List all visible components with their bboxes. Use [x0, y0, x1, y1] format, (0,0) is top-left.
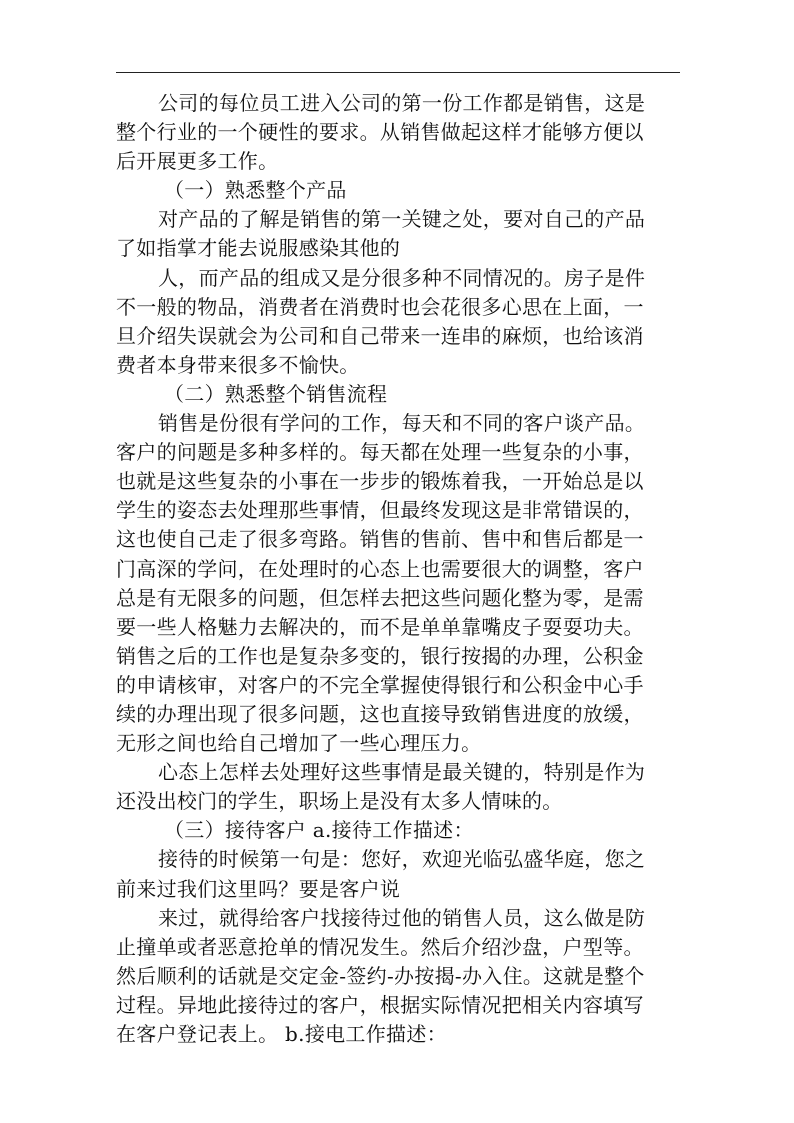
paragraph-line: 费者本身带来很多不愉快。	[116, 352, 360, 377]
header-rule	[116, 72, 680, 73]
section-heading: （一）熟悉整个产品	[164, 178, 347, 203]
paragraph-line: 不一般的物品，消费者在消费时也会花很多心思在上面，一	[116, 294, 644, 319]
paragraph-line: 无形之间也给自己增加了一些心理压力。	[116, 731, 482, 756]
section-heading: （二）熟悉整个销售流程	[164, 381, 388, 406]
paragraph-line: 了如指掌才能去说服感染其他的	[116, 236, 401, 261]
paragraph-line: 门高深的学问，在处理时的心态上也需要很大的调整，客户	[116, 556, 644, 581]
paragraph-line: 学生的姿态去处理那些事情，但最终发现这是非常错误的，	[116, 498, 644, 523]
paragraph-line: 对产品的了解是销售的第一关键之处，要对自己的产品	[158, 207, 646, 232]
paragraph-line: 后开展更多工作。	[116, 149, 279, 174]
paragraph-line: 前来过我们这里吗？要是客户说	[116, 876, 401, 901]
paragraph-line: 这也使自己走了很多弯路。销售的售前、售中和售后都是一	[116, 527, 644, 552]
paragraph-line: 整个行业的一个硬性的要求。从销售做起这样才能够方便以	[116, 120, 644, 145]
paragraph-line: 在客户登记表上。 b.接电工作描述：	[116, 1022, 447, 1046]
paragraph-line: 旦介绍失误就会为公司和自己带来一连串的麻烦，也给该消	[116, 323, 644, 348]
paragraph-line: 止撞单或者恶意抢单的情况发生。然后介绍沙盘，户型等。	[116, 934, 644, 959]
paragraph-line: 客户的问题是多种多样的。每天都在处理一些复杂的小事，	[116, 440, 644, 465]
paragraph-line: 销售之后的工作也是复杂多变的，银行按揭的办理，公积金	[116, 643, 644, 668]
paragraph-line: 销售是份很有学问的工作，每天和不同的客户谈产品。	[158, 411, 646, 436]
paragraph-line: 接待的时候第一句是：您好，欢迎光临弘盛华庭，您之	[158, 847, 646, 872]
paragraph-line: 公司的每位员工进入公司的第一份工作都是销售，这是	[158, 91, 646, 115]
paragraph-line: 总是有无限多的问题，但怎样去把这些问题化整为零，是需	[116, 585, 644, 610]
paragraph-line: 还没出校门的学生，职场上是没有太多人情味的。	[116, 789, 563, 814]
paragraph-line: 来过，就得给客户找接待过他的销售人员，这么做是防	[158, 905, 646, 930]
paragraph-line: 然后顺利的话就是交定金-签约-办按揭-办入住。这就是整个	[116, 963, 645, 988]
document-body	[116, 89, 680, 1049]
paragraph-line: 要一些人格魅力去解决的，而不是单单靠嘴皮子耍耍功夫。	[116, 614, 644, 639]
paragraph-line: 也就是这些复杂的小事在一步步的锻炼着我，一开始总是以	[116, 469, 644, 494]
paragraph-line: 人，而产品的组成又是分很多种不同情况的。房子是件	[158, 265, 646, 290]
paragraph-line: 的申请核审，对客户的不完全掌握使得银行和公积金中心手	[116, 672, 644, 697]
section-heading: （三）接待客户 a.接待工作描述：	[164, 818, 474, 843]
paragraph-line: 过程。异地此接待过的客户，根据实际情况把相关内容填写	[116, 992, 644, 1017]
paragraph-line: 心态上怎样去处理好这些事情是最关键的，特别是作为	[158, 760, 646, 785]
paragraph-line: 续的办理出现了很多问题，这也直接导致销售进度的放缓，	[116, 701, 644, 726]
